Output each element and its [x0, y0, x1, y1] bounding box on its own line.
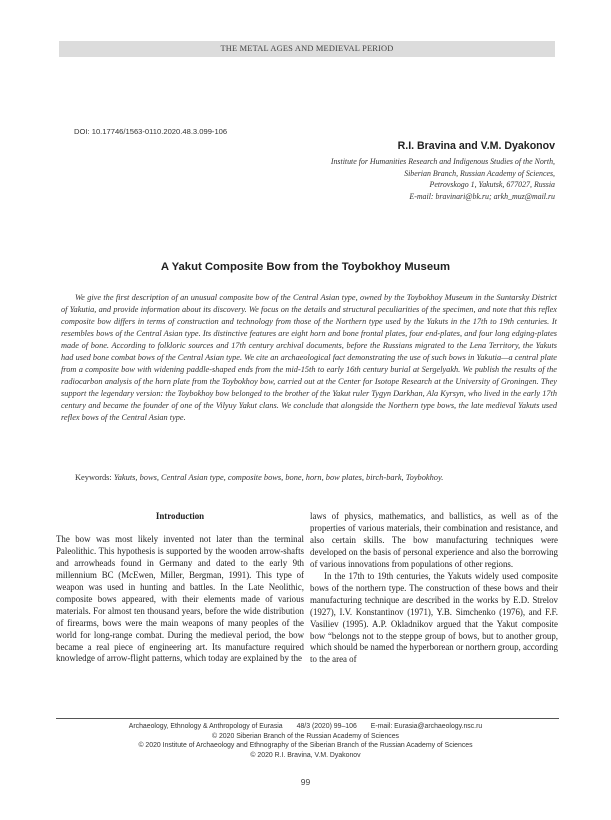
keywords-list: Yakuts, bows, Central Asian type, composite bows, bone, horn, bow plates, birch-bark, Toybokhoy. [113, 473, 444, 482]
section-heading-introduction: Introduction [155, 511, 205, 521]
right-column [310, 511, 558, 666]
affiliation-line: Siberian Branch, Russian Academy of Sciences, [404, 168, 555, 178]
abstract: We give the first description of an unusual composite bow of the Central Asian type, owned by the Toybokhoy Museum in the Suntarsky District of Yakutia, and provide information about its discovery. We focus on the details and structural peculiarities of the specimen, and note that this reflex composite bow differs in terms of construction and technology from those of the Northern type used by the Yakuts in the 17th to 19th centuries. It resembles bows of the Central Asian type. Its distinctive features are eight horn and bone frontal plates, four end-plates, and four long edging-plates made of bone. According to folkloric sources and 17th century archival documents, before the Russians migrated to the Lena Territory, the Yakuts had used bone combat bows of the Central Asian type. We cite an archaeological fact demonstrating the use of such bows in Yakutia—a central plate from a composite bow with widening paddle-shaped ends from the mid-15th to early 16th century burial at Sergelyakh. We publish the results of the radiocarbon analysis of the horn plate from the Toybokhoy bow, carried out at the Center for Isotope Research at the University of Groningen. They support the legendary version: the Toybokhoy bow belonged to the brother of the Yakut ruler Tygyn Darkhan, Ala Kyrsyn, who lived in the early 17th century and became the founder of one of the Vilyuy Yakut clans. We conclude that alongside the Northern type bows, the late medieval Yakuts used reflex bows of the Central Asian type. [61, 293, 557, 422]
body-paragraph: laws of physics, mathematics, and ballistics, as well as of the properties of various materials, their combination and resistance, and also certain skills. The bow manufacturing techniques were developed on the basis of personal experience and also the borrowing of various innovations from populations of other regions. [310, 511, 558, 569]
journal-name: Archaeology, Ethnology & Anthropology of Eurasia [128, 723, 283, 730]
affiliation [331, 156, 555, 202]
body-paragraph: In the 17th to 19th centuries, the Yakuts widely used composite bows of the northern type. The construction of these bows and their manufacturing technique are described in the works by E.D. Strelov (1927), I.V. Konstantinov (1971), Y.B. Simchenko (1976), and F.F. Vasiliev (1995). A.P. Okladnikov argued that the Yakut composite bow “belongs not to the steppe group of bows, but to another group, which should be named the hyperborean or northern group, according to the area of [310, 570, 558, 665]
doi[interactable]: DOI: 10.17746/1563-0110.2020.48.3.099-106 [74, 127, 228, 136]
affiliation-address: Petrovskogo 1, Yakutsk, 677027, Russia [429, 180, 555, 190]
keywords [61, 473, 557, 482]
journal-email[interactable]: E-mail: Eurasia@archaeology.nsc.ru [370, 723, 483, 730]
copyright-line: © 2020 Siberian Branch of the Russian Academy of Sciences [211, 732, 400, 740]
footer-divider [56, 718, 559, 719]
page-number: 99 [300, 777, 311, 787]
copyright-line: © 2020 R.I. Bravina, V.M. Dyakonov [250, 751, 361, 759]
left-column [56, 511, 304, 665]
body-paragraph: The bow was most likely invented not later than the terminal Paleolithic. This hypothesis is supported by the wooden arrow-shafts and arrowheads found in Germany and dated to the early 9th millennium BC (McEwen, Miller, Bergman, 1991). This type of weapon was used in hunting and battles. In the Late Neolithic, composite bows appeared, with their elements made of various materials. For almost ten thousand years, before the wide distribution of firearms, bows were the main weapons of many peoples of the world for long-range combat. During the medieval period, the bow became a real piece of engineering art. Its manufacture required knowledge of arrow-flight patterns, which today are explained by the [56, 533, 304, 664]
copyright-line: © 2020 Institute of Archaeology and Ethnography of the Siberian Branch of the Russian Academy of Sciences [138, 742, 473, 750]
article-title: A Yakut Composite Bow from the Toybokhoy Museum [160, 261, 451, 273]
affiliation-line: Institute for Humanities Research and Indigenous Studies of the North, [330, 157, 555, 166]
authors: R.I. Bravina and V.M. Dyakonov [397, 140, 555, 152]
author-email[interactable]: E-mail: bravinari@bk.ru; arkh_muz@mail.ru [409, 191, 555, 201]
running-header: THE METAL AGES AND MEDIEVAL PERIOD [59, 41, 555, 57]
keywords-label: Keywords: [75, 473, 114, 482]
journal-issue: 48/3 (2020) 99–106 [296, 723, 357, 730]
footer [0, 722, 611, 760]
